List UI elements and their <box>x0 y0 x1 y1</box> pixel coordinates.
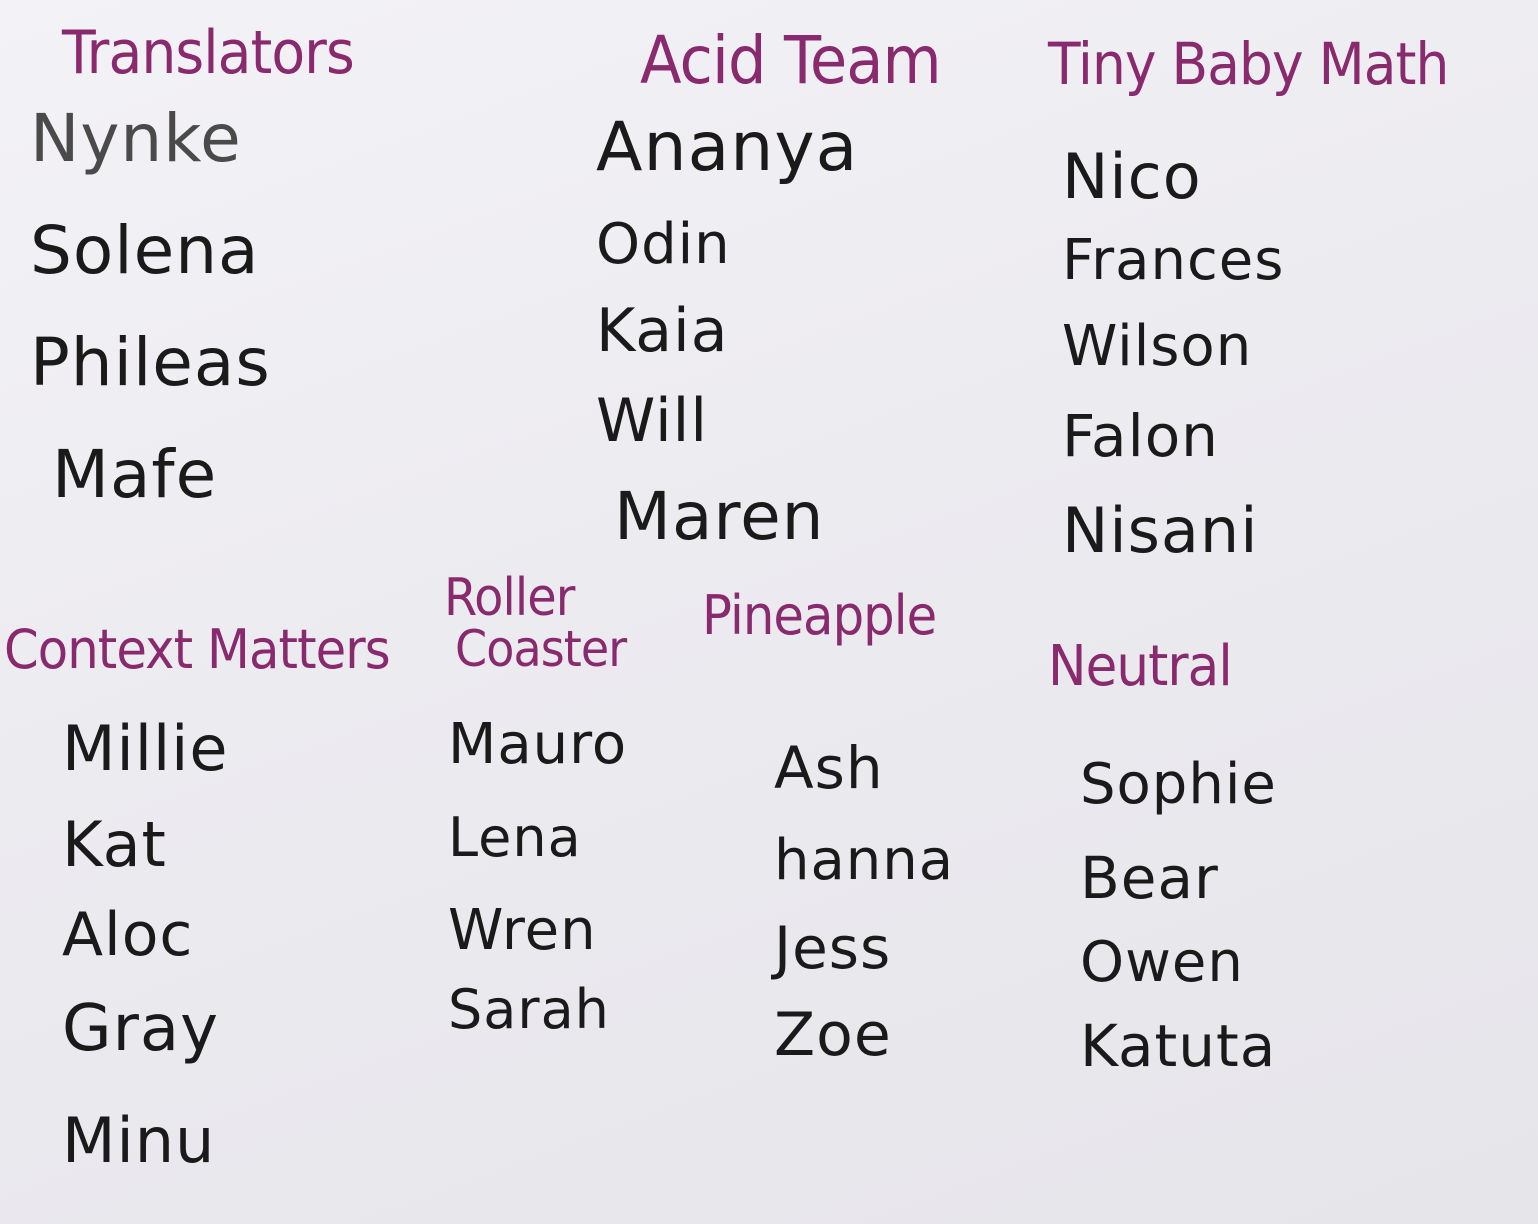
member-name: Kaia <box>596 296 729 366</box>
team-translators <box>62 18 379 88</box>
team-neutral-members <box>1080 752 1277 1102</box>
team-title: Acid Team <box>640 22 941 99</box>
member-name: Solena <box>30 212 260 289</box>
team-roller-coaster <box>444 568 642 678</box>
member-name: Frances <box>1062 228 1285 293</box>
member-name: Wren <box>448 898 597 963</box>
team-tiny-baby-math <box>1048 30 1483 98</box>
team-pineapple-members <box>774 734 954 1090</box>
member-name: Will <box>596 386 709 456</box>
member-name: Mauro <box>448 712 628 777</box>
member-name: hanna <box>774 828 955 893</box>
member-name: Odin <box>596 212 731 277</box>
member-name: Falon <box>1062 402 1219 470</box>
member-name: Sophie <box>1080 752 1277 817</box>
team-title: Neutral <box>1048 634 1232 699</box>
member-name: Ash <box>774 734 884 802</box>
team-translators-members <box>30 100 271 548</box>
team-context-matters <box>4 618 423 681</box>
team-title-line-2: Coaster <box>455 620 627 678</box>
member-name: Gray <box>62 992 219 1066</box>
member-name: Owen <box>1080 930 1244 995</box>
member-name: Zoe <box>774 1000 892 1070</box>
member-name: Nynke <box>30 100 242 177</box>
team-title: Context Matters <box>4 618 390 681</box>
member-name: Bear <box>1080 844 1219 912</box>
member-name: Phileas <box>30 324 271 401</box>
team-acid-team <box>640 22 967 99</box>
team-pineapple <box>702 584 957 647</box>
member-name: Jess <box>774 914 892 982</box>
member-name: Sarah <box>448 978 610 1041</box>
team-neutral <box>1048 634 1248 699</box>
team-title: Translators <box>62 18 354 88</box>
member-name: Mafe <box>52 436 218 513</box>
team-tiny-baby-math-members <box>1062 140 1284 584</box>
member-name: Katuta <box>1080 1012 1277 1080</box>
team-title-line-1: Roller <box>444 568 575 628</box>
member-name: Nico <box>1062 140 1202 213</box>
member-name: Ananya <box>596 108 859 187</box>
team-roller-coaster-members <box>448 712 627 1058</box>
member-name: Minu <box>62 1104 216 1177</box>
member-name: Maren <box>614 478 825 555</box>
team-acid-team-members <box>596 108 858 578</box>
member-name: Aloc <box>62 900 194 970</box>
member-name: Wilson <box>1062 314 1253 379</box>
member-name: Kat <box>62 808 167 881</box>
member-name: Lena <box>448 806 582 869</box>
member-name: Millie <box>62 712 229 785</box>
team-title: Pineapple <box>702 584 937 647</box>
team-title: Tiny Baby Math <box>1048 30 1449 98</box>
team-context-matters-members <box>62 712 229 1200</box>
member-name: Nisani <box>1062 494 1259 567</box>
